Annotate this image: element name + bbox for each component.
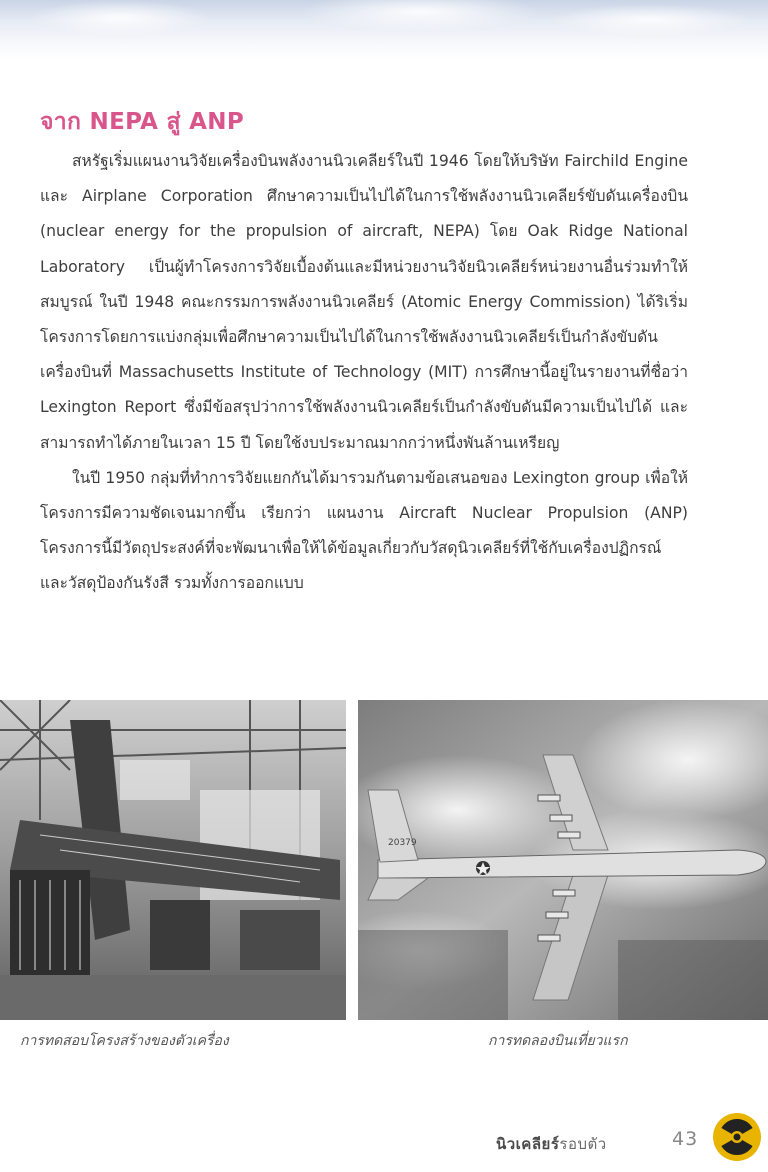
book-title (496, 1132, 607, 1156)
article-body (40, 144, 688, 602)
caption-first-flight: การทดลองบินเที่ยวแรก (488, 1033, 628, 1049)
hangar-photo-illustration (0, 700, 346, 1020)
aircraft-photo-illustration (358, 700, 768, 1020)
radiation-icon (712, 1112, 762, 1162)
section-heading: จาก NEPA สู่ ANP (40, 109, 244, 135)
paragraph-2: ในปี 1950 กลุ่มที่ทำการวิจัยแยกกันได้มารวมกันตามข้อเสนอของ Lexington group เพื่อให้โครงการมีความชัดเจนมากขึ้น เรียกว่า แผนงาน Aircraft Nuclear Propulsion (ANP) โครงการนี้มีวัตถุประสงค์ที่จะพัฒนาเพื่อให้ได้ข้อมูลเกี่ยวกับวัสดุนิวเคลียร์ที่ใช้กับเครื่องปฏิกรณ์และวัสดุป้องกันรังสี รวมทั้งการออกแบบ (40, 468, 688, 593)
caption-structure-test: การทดสอบโครงสร้างของตัวเครื่อง (20, 1033, 229, 1049)
photo-first-flight (358, 700, 768, 1020)
book-title-bold: นิวเคลียร์ (496, 1135, 560, 1153)
photo-structure-test (0, 700, 346, 1020)
aircraft-tail-number: 20379 (388, 838, 417, 848)
page-number: 43 (672, 1128, 699, 1150)
book-title-light: รอบตัว (559, 1135, 607, 1153)
paragraph-1: สหรัฐเริ่มแผนงานวิจัยเครื่องบินพลังงานนิวเคลียร์ในปี 1946 โดยให้บริษัท Fairchild Engine และ Airplane Corporation ศึกษาความเป็นไปได้ในการใช้พลังงานนิวเคลียร์ขับดันเครื่องบิน (nuclear energy for the propulsion of aircraft, NEPA) โดย Oak Ridge National Laboratory เป็นผู้ทำโครงการวิจัยเบื้องต้นและมีหน่วยงานวิจัยนิวเคลียร์หน่วยงานอื่นร่วมทำให้สมบูรณ์ ในปี 1948 คณะกรรมการพลังงานนิวเคลียร์ (Atomic Energy Commission) ได้ริเริ่มโครงการโดยการแบ่งกลุ่มเพื่อศึกษาความเป็นไปได้ในการใช้พลังงานนิวเคลียร์เป็นกำลังขับดันเครื่องบินที่ Massachusetts Institute of Technology (MIT) การศึกษานี้อยู่ในรายงานที่ชื่อว่า Lexington Report ซึ่งมีข้อสรุปว่าการใช้พลังงานนิวเคลียร์เป็นกำลังขับดันมีความเป็นไปได้ และสามารถทำได้ภายในเวลา 15 ปี โดยใช้งบประมาณมากกว่าหนึ่งพันล้านเหรียญ (40, 152, 688, 452)
sky-banner (0, 0, 768, 60)
